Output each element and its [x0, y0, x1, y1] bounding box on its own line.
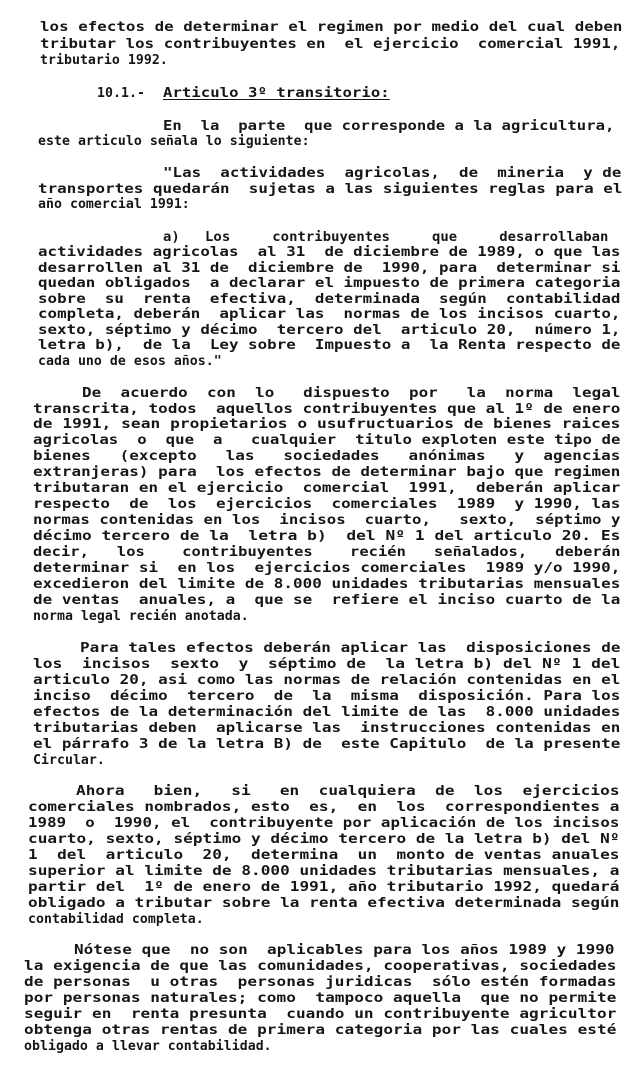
intro-line: tributar los contribuyentes en el ejercicio comercial 1991,: [40, 37, 621, 52]
intro-line: tributario 1992.: [40, 53, 168, 68]
quote-line: año comercial 1991:: [38, 197, 190, 212]
quote-line: transportes quedarán sujetas a las siguientes reglas para el: [38, 182, 623, 197]
paragraph-line: superior al limite de 8.000 unidades tributarias mensuales, a: [28, 864, 620, 879]
section-title: Articulo 3º transitorio:: [163, 86, 390, 101]
paragraph-line: contabilidad completa.: [28, 912, 204, 927]
paragraph-line: este articulo señala lo siguiente:: [38, 134, 310, 149]
paragraph-line: excedieron del limite de 8.000 unidades tributarias mensuales: [33, 577, 621, 592]
paragraph-line: obligado a llevar contabilidad.: [24, 1039, 272, 1054]
intro-line: los efectos de determinar el regimen por medio del cual deben: [40, 20, 623, 35]
section-number: 10.1.-: [97, 86, 145, 101]
paragraph-line: de 1991, sean propietarios o usufructuarios de bienes raices: [33, 417, 621, 432]
quote-item-line: sexto, séptimo y décimo tercero del articulo 20, número 1,: [38, 323, 621, 338]
paragraph-line: partir del 1º de enero de 1991, año tributario 1992, quedará: [28, 880, 620, 895]
paragraph-line: Para tales efectos deberán aplicar las disposiciones de: [80, 641, 621, 656]
paragraph-line: norma legal recién anotada.: [33, 609, 249, 624]
quote-item-line: sobre su renta efectiva, determinada según contabilidad: [38, 292, 621, 307]
quote-item-line: letra b), de la Ley sobre Impuesto a la Renta respecto de: [38, 338, 621, 353]
paragraph-line: obligado a tributar sobre la renta efectiva determinada según: [28, 896, 620, 911]
paragraph-line: En la parte que corresponde a la agricultura,: [163, 119, 615, 134]
paragraph-line: el párrafo 3 de la letra B) de este Capitulo de la presente: [33, 737, 621, 752]
quote-item-line: actividades agricolas al 31 de diciembre de 1989, o que las: [38, 245, 621, 260]
paragraph-line: comerciales nombrados, esto es, en los correspondientes a: [28, 800, 620, 815]
quote-item-line: completa, deberán aplicar las normas de los incisos cuarto,: [38, 307, 621, 322]
quote-item-line: desarrollen al 31 de diciembre de 1990, para determinar si: [38, 261, 621, 276]
paragraph-line: por personas naturales; como tampoco aquella que no permite: [24, 991, 617, 1006]
quote-line: "Las actividades agricolas, de mineria y de: [163, 166, 622, 181]
paragraph-line: transcrita, todos aquellos contribuyentes que al 1º de enero: [33, 402, 621, 417]
paragraph-line: la exigencia de que las comunidades, cooperativas, sociedades: [24, 959, 617, 974]
paragraph-line: obtenga otras rentas de primera categoria por las cuales esté: [24, 1023, 617, 1038]
paragraph-line: 1989 o 1990, el contribuyente por aplicación de los incisos: [28, 816, 620, 831]
paragraph-line: los incisos sexto y séptimo de la letra b) del Nº 1 del: [33, 657, 621, 672]
quote-item-line: a) Los contribuyentes que desarrollaban: [163, 230, 609, 245]
paragraph-line: seguir en renta presunta cuando un contribuyente agricultor: [24, 1007, 617, 1022]
paragraph-line: agricolas o que a cualquier titulo exploten este tipo de: [33, 433, 621, 448]
quote-item-line: cada uno de esos años.": [38, 354, 222, 369]
paragraph-line: cuarto, sexto, séptimo y décimo tercero de la letra b) del Nº: [28, 832, 620, 847]
paragraph-line: de ventas anuales, a que se refiere el inciso cuarto de la: [33, 593, 621, 608]
quote-item-line: quedan obligados a declarar el impuesto de primera categoria: [38, 276, 621, 291]
paragraph-line: articulo 20, asi como las normas de relación contenidas en el: [33, 673, 621, 688]
paragraph-line: efectos de la determinación del limite de las 8.000 unidades: [33, 705, 621, 720]
paragraph-line: de personas u otras personas juridicas sólo estén formadas: [24, 975, 617, 990]
paragraph-line: 1 del articulo 20, determina un monto de ventas anuales: [28, 848, 620, 863]
paragraph-line: bienes (excepto las sociedades anónimas y agencias: [33, 449, 621, 464]
paragraph-line: Nótese que no son aplicables para los años 1989 y 1990: [74, 943, 615, 958]
paragraph-line: normas contenidas en los incisos cuarto, sexto, séptimo y: [33, 513, 621, 528]
paragraph-line: Ahora bien, si en cualquiera de los ejercicios: [76, 784, 620, 799]
paragraph-line: De acuerdo con lo dispuesto por la norma legal: [82, 386, 621, 401]
paragraph-line: determinar si en los ejercicios comerciales 1989 y/o 1990,: [33, 561, 621, 576]
paragraph-line: inciso décimo tercero de la misma disposición. Para los: [33, 689, 621, 704]
paragraph-line: Circular.: [33, 753, 105, 768]
paragraph-line: respecto de los ejercicios comerciales 1989 y 1990, las: [33, 497, 621, 512]
paragraph-line: decir, los contribuyentes recién señalados, deberán: [33, 545, 621, 560]
paragraph-line: tributaran en el ejercicio comercial 1991, deberán aplicar: [33, 481, 621, 496]
paragraph-line: tributarias deben aplicarse las instrucciones contenidas en: [33, 721, 621, 736]
paragraph-line: extranjeras) para los efectos de determinar bajo que regimen: [33, 465, 621, 480]
paragraph-line: décimo tercero de la letra b) del Nº 1 del articulo 20. Es: [33, 529, 621, 544]
